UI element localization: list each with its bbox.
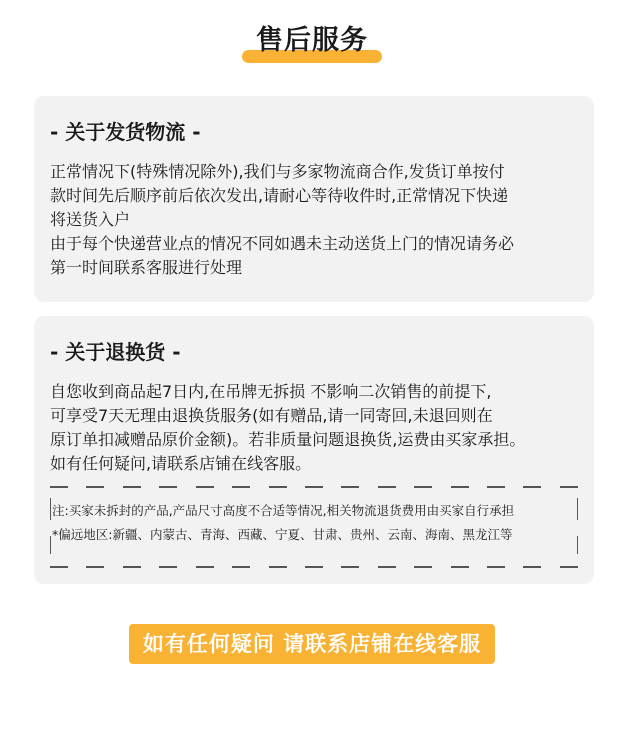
dashed-border-left: [50, 536, 51, 554]
dashed-border-right: [577, 498, 578, 520]
dashed-border-right: [577, 536, 578, 554]
returns-card: [34, 316, 594, 584]
page-header: [0, 18, 624, 57]
logistics-line: 第一时间联系客服进行处理: [50, 258, 243, 277]
returns-note: 注:买家未拆封的产品,产品尺寸高度不合适等情况,相关物流退货费用由买家自行承担: [52, 503, 515, 518]
contact-service-button[interactable]: 如有任何疑问 请联系店铺在线客服: [129, 624, 495, 664]
contact-banner: [0, 624, 624, 664]
returns-body: [50, 380, 578, 476]
logistics-line: 由于每个快递营业点的情况不同如遇未主动送货上门的情况请务必: [50, 234, 515, 253]
returns-title: - 关于退换货 -: [50, 340, 181, 364]
logistics-body: [50, 160, 578, 280]
returns-line: 可享受7天无理由退换货服务(如有赠品,请一同寄回,未退回则在: [50, 406, 493, 425]
logistics-card: [34, 96, 594, 302]
logistics-line: 将送货入户: [50, 210, 131, 229]
returns-line: 如有任何疑问,请联系店铺在线客服。: [50, 454, 312, 473]
dashed-border-left: [50, 498, 51, 520]
logistics-line: 正常情况下(特殊情况除外),我们与多家物流商合作,发货订单按付: [50, 162, 505, 181]
logistics-title: - 关于发货物流 -: [50, 120, 201, 144]
returns-line: 自您收到商品起7日内,在吊牌无拆损 不影响二次销售的前提下,: [50, 382, 492, 401]
returns-line: 原订单扣减赠品原价金额)。若非质量问题退换货,运费由买家承担。: [50, 430, 526, 449]
returns-note-box: [50, 486, 578, 568]
logistics-line: 款时间先后顺序前后依次发出,请耐心等待收件时,正常情况下快递: [50, 186, 509, 205]
returns-note: *偏远地区:新疆、内蒙古、青海、西藏、宁夏、甘肃、贵州、云南、海南、黑龙江等: [52, 527, 513, 542]
dashed-border-bottom: [50, 566, 578, 568]
dashed-border-top: [50, 486, 578, 488]
page-title: 售后服务: [242, 18, 382, 57]
